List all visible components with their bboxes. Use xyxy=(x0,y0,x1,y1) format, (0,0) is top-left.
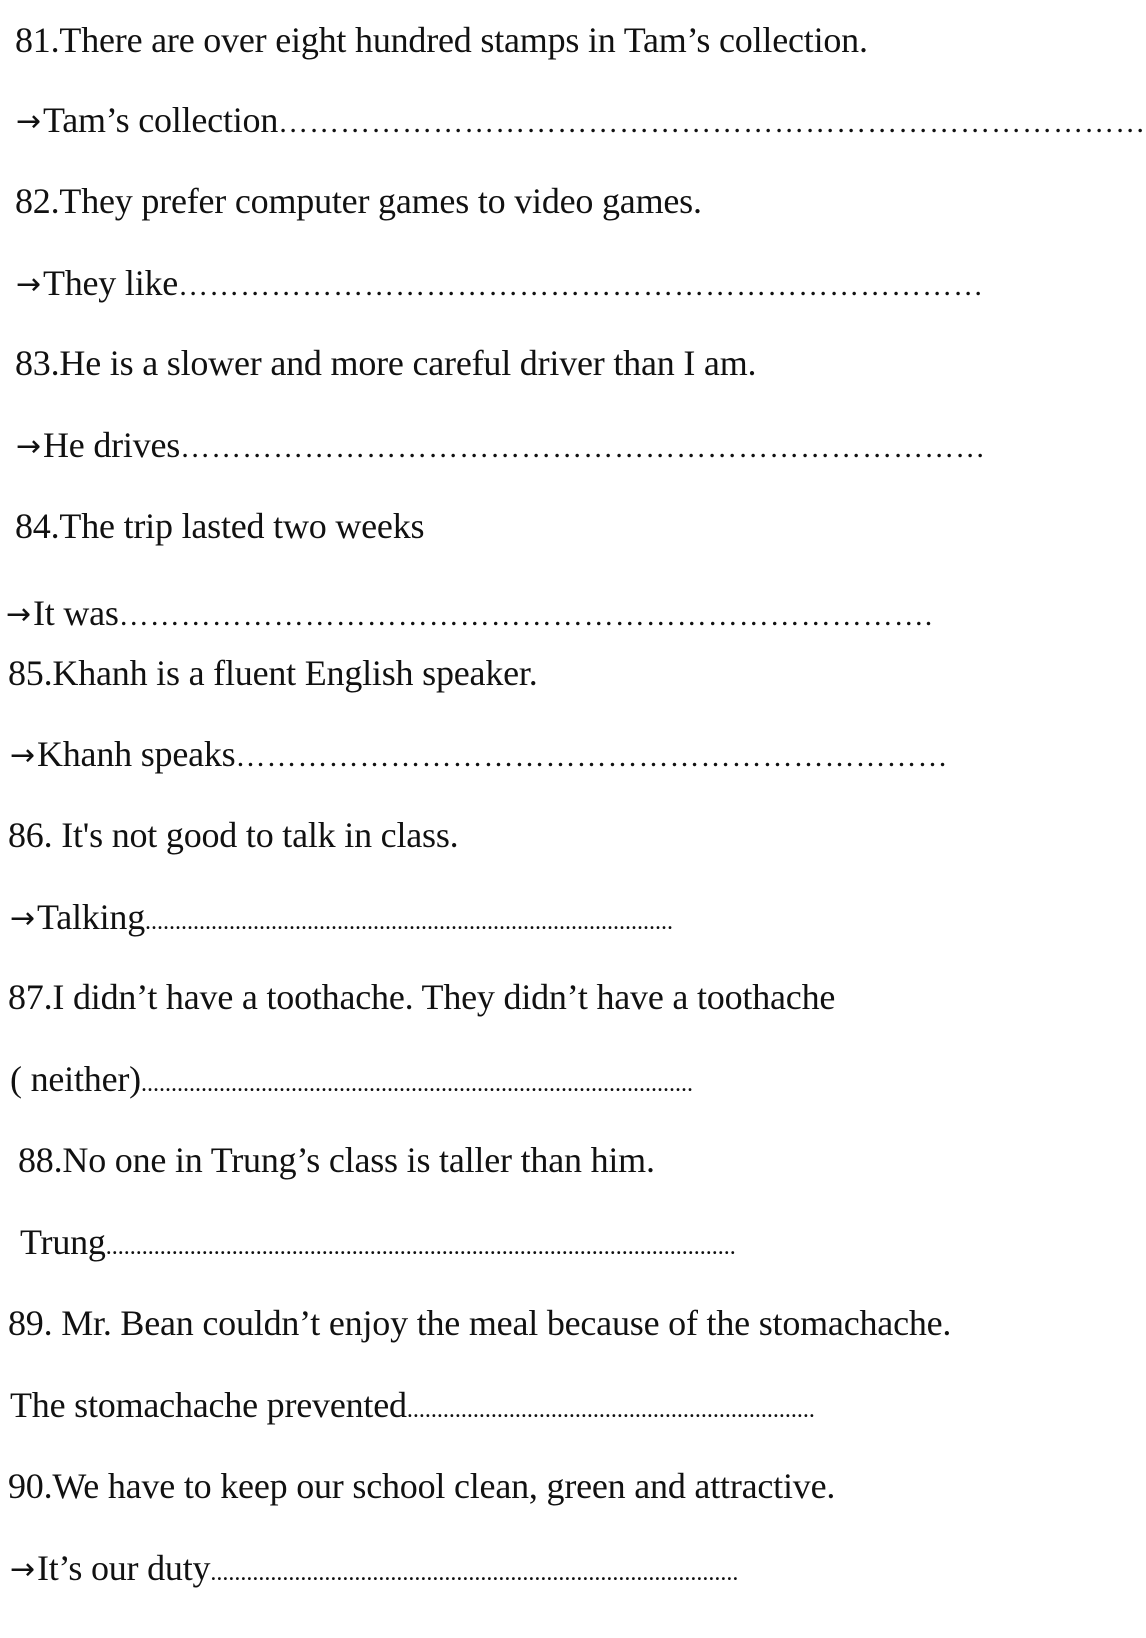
answer-blank[interactable]: ………………………………………………………………………… xyxy=(278,106,1146,139)
question-83 xyxy=(15,341,1005,385)
answer-blank[interactable]: ........................................................................................ xyxy=(145,909,673,935)
question-84 xyxy=(15,504,1005,548)
question-number: 85. xyxy=(8,653,53,693)
question-88 xyxy=(18,1138,1008,1182)
answer-line-81 xyxy=(16,98,1146,145)
right-arrow-icon: → xyxy=(10,738,35,773)
answer-line-83 xyxy=(16,423,992,470)
answer-line-86 xyxy=(10,895,970,944)
answer-prefix: It’s our duty xyxy=(36,1548,211,1588)
question-85 xyxy=(8,651,998,695)
answer-blank[interactable]: ......................................................................................................... xyxy=(105,1234,736,1260)
question-text: It's not good to talk in class. xyxy=(52,815,459,855)
right-arrow-icon: → xyxy=(10,901,35,936)
answer-blank[interactable]: …………………………………………………………………… xyxy=(180,431,987,464)
answer-line-84 xyxy=(6,591,974,638)
answer-prefix: ( neither) xyxy=(10,1059,141,1099)
question-text: Khanh is a fluent English speaker. xyxy=(52,653,538,693)
question-number: 90. xyxy=(8,1466,53,1506)
right-arrow-icon: → xyxy=(6,597,31,632)
answer-blank[interactable]: …………………………………………………………………… xyxy=(178,269,985,302)
answer-line-85 xyxy=(10,732,978,779)
question-text: They prefer computer games to video games. xyxy=(59,181,702,221)
right-arrow-icon: → xyxy=(16,104,41,139)
question-text: The trip lasted two weeks xyxy=(59,506,425,546)
question-number: 87. xyxy=(8,977,53,1017)
answer-prefix: The stomachache prevented xyxy=(10,1385,407,1425)
question-89 xyxy=(8,1301,1022,1345)
answer-blank[interactable]: ............................................................................................ xyxy=(140,1071,693,1097)
question-text: Mr. Bean couldn’t enjoy the meal because of the stomachache. xyxy=(52,1303,952,1343)
answer-prefix: Trung xyxy=(20,1222,106,1262)
answer-line-88 xyxy=(18,1220,994,1269)
answer-blank[interactable]: …………………………………………………………… xyxy=(235,740,949,773)
answer-prefix: They like xyxy=(42,263,179,303)
question-number: 89. xyxy=(8,1303,53,1343)
answer-prefix: He drives xyxy=(42,425,181,465)
right-arrow-icon: → xyxy=(10,1552,35,1587)
answer-blank[interactable]: ........................................................................................ xyxy=(210,1560,739,1586)
question-81 xyxy=(15,18,1005,62)
question-text: There are over eight hundred stamps in Tam’s collection. xyxy=(59,20,868,60)
question-text: We have to keep our school clean, green and attractive. xyxy=(52,1466,836,1506)
question-number: 88. xyxy=(18,1140,63,1180)
right-arrow-icon: → xyxy=(16,267,41,302)
answer-prefix: Talking xyxy=(36,897,145,937)
question-82 xyxy=(15,179,1005,223)
answer-line-82 xyxy=(16,261,992,308)
question-text: I didn’t have a toothache. They didn’t have a toothache xyxy=(52,977,836,1017)
answer-prefix: Khanh speaks xyxy=(36,734,236,774)
answer-prefix: It was xyxy=(32,593,119,633)
answer-blank[interactable]: .................................................................... xyxy=(406,1397,815,1423)
question-90 xyxy=(8,1464,1008,1508)
question-86 xyxy=(8,813,998,857)
question-number: 84. xyxy=(15,506,60,546)
answer-line-87 xyxy=(8,1057,966,1106)
answer-line-90 xyxy=(10,1546,1014,1595)
right-arrow-icon: → xyxy=(16,429,41,464)
answer-line-89 xyxy=(8,1383,1022,1432)
question-text: He is a slower and more careful driver than I am. xyxy=(59,343,757,383)
answer-blank[interactable]: ……………………………………………………………………. xyxy=(118,599,934,632)
question-number: 83. xyxy=(15,343,60,383)
question-text: No one in Trung’s class is taller than him. xyxy=(62,1140,655,1180)
question-number: 81. xyxy=(15,20,60,60)
answer-prefix: Tam’s collection xyxy=(42,100,279,140)
question-87 xyxy=(8,975,998,1019)
question-number: 82. xyxy=(15,181,60,221)
question-number: 86. xyxy=(8,815,53,855)
